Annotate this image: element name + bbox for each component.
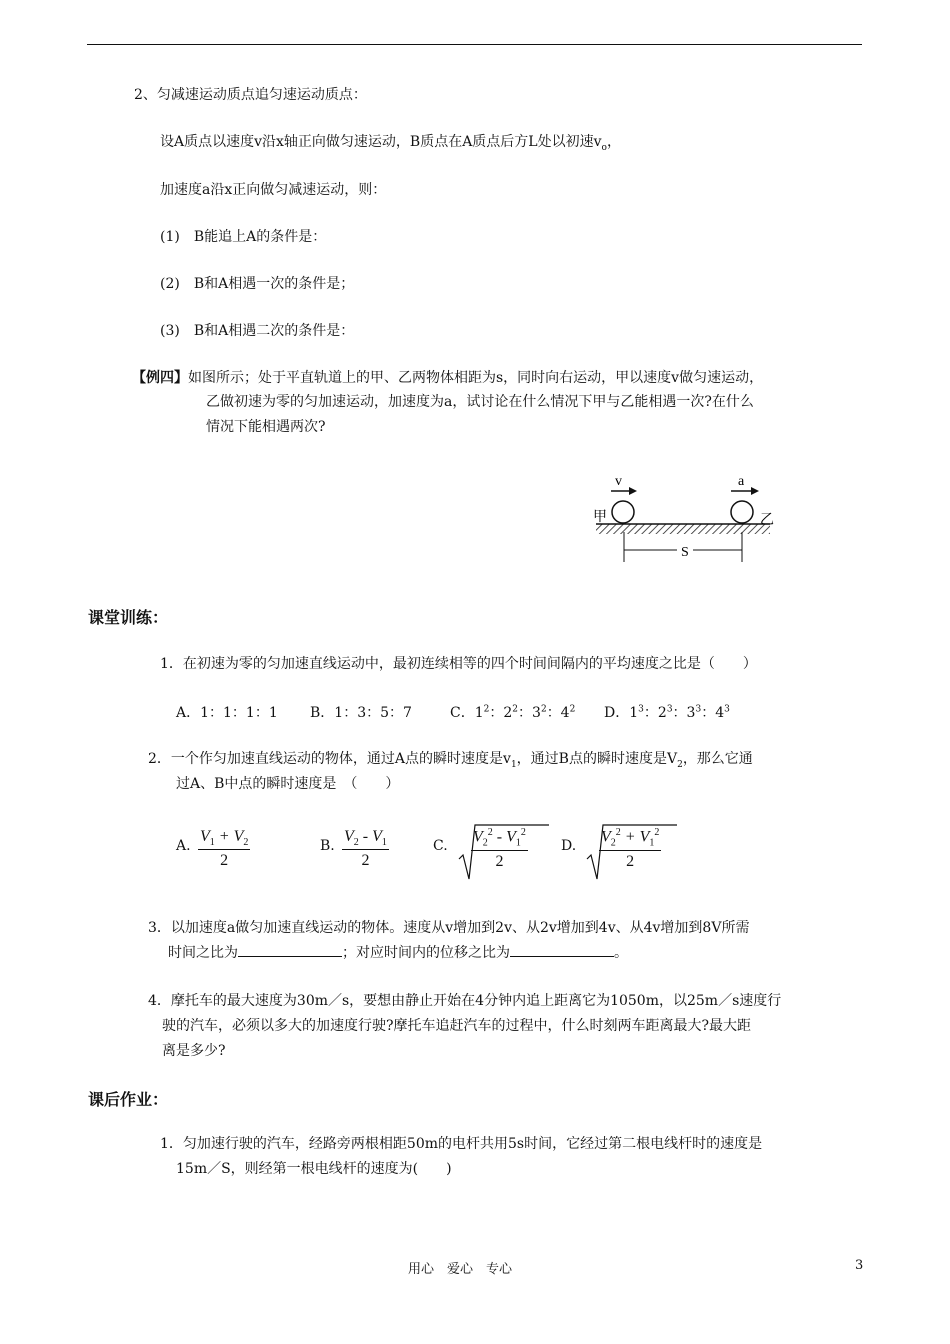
section2-q1: (1) B能追上A的条件是： — [160, 229, 327, 245]
example4-line3: 情况下能相遇两次? — [206, 419, 326, 435]
classroom-q4-line3: 离是多少? — [162, 1043, 226, 1059]
label-jia: 甲 — [593, 509, 607, 525]
classroom-heading: 课堂训练： — [88, 608, 169, 627]
classroom-q1-text: 1．在初速为零的匀加速直线运动中，最初连续相等的四个时间间隔内的平均速度之比是（ ） — [160, 656, 757, 672]
classroom-q2-line1: 2．一个作匀加速直线运动的物体，通过A点的瞬时速度是$v_1$，通过B点的瞬时速度是$V_2$，那么它通 — [148, 751, 753, 770]
label-s: S — [681, 545, 689, 560]
answer-blank-time[interactable] — [238, 942, 342, 957]
classroom-q3-line2: 时间之比为 ；对应时间内的位移之比为 。 — [168, 942, 628, 962]
label-v: v — [615, 474, 622, 489]
example4-figure — [585, 470, 785, 565]
classroom-q2-optB-formula: $\frac{V_2 - V_1}{2}$ — [344, 828, 387, 870]
body-yi — [731, 501, 753, 523]
example4-tag: 【例四】 — [132, 370, 188, 386]
classroom-q1-optA: A．1：1：1：1 — [176, 705, 278, 721]
classroom-q1-optD: D．$1^3$：$2^3$：$3^3$：$4^3$ — [604, 704, 730, 721]
page-number: 3 — [855, 1258, 864, 1273]
homework-q1-line1: 1．匀加速行驶的汽车，经路旁两根相距50m的电杆共用5s时间，它经过第二根电线杆时的速度是 — [160, 1136, 763, 1152]
classroom-q1-optC: C．$1^2$：$2^2$：$3^2$：$4^2$ — [450, 704, 576, 721]
arrow-a-head — [751, 487, 759, 495]
classroom-q1-optB: B．1：3：5：7 — [310, 705, 412, 721]
classroom-q2-optA-formula: $\frac{V_1 + V_2}{2}$ — [200, 828, 249, 870]
classroom-q2-optA-label: A. — [176, 838, 191, 854]
section2-line2: 加速度a沿x正向做匀减速运动，则： — [160, 182, 387, 198]
classroom-q3-line1: 3．以加速度a做匀加速直线运动的物体。速度从v增加到2v、从2v增加到4v、从4v增加到8V所需 — [148, 920, 750, 936]
homework-heading: 课后作业： — [88, 1090, 169, 1109]
classroom-q2-optC-label: C. — [433, 838, 448, 854]
arrow-v-head — [629, 487, 637, 495]
footer-motto: 用心 爱心 专心 — [408, 1262, 513, 1277]
classroom-q2-line2: 过A、B中点的瞬时速度是 （ ） — [176, 776, 400, 792]
section2-q3: (3) B和A相遇二次的条件是： — [160, 323, 355, 339]
example4-line2: 乙做初速为零的匀加速运动，加速度为a，试讨论在什么情况下甲与乙能相遇一次?在什么 — [206, 394, 754, 410]
classroom-q2-optD-formula: $\frac{V_2^2 + V_1^2}{2}$ — [585, 823, 681, 881]
classroom-q2-optC-formula: $\frac{V_2^2 - V_1^2}{2}$ — [457, 823, 553, 881]
header-rule — [87, 44, 862, 45]
section2-line1: 设A质点以速度v沿x轴正向做匀速运动，B质点在A质点后方L处以初速$v_o$， — [160, 134, 621, 153]
track-hatch — [596, 524, 770, 534]
answer-blank-displacement[interactable] — [510, 942, 614, 957]
example4-line1: 【例四】如图所示；处于平直轨道上的甲、乙两物体相距为s，同时向右运动，甲以速度v做匀速运动， — [132, 370, 764, 386]
label-yi: 乙 — [760, 512, 774, 528]
body-jia — [612, 501, 634, 523]
section2-title: 2、匀减速运动质点追匀速运动质点： — [134, 87, 367, 103]
classroom-q2-optD-label: D. — [561, 838, 577, 854]
classroom-q2-optB-label: B. — [320, 838, 335, 854]
homework-q1-line2: 15m／S，则经第一根电线杆的速度为( ) — [176, 1161, 452, 1177]
classroom-q4-line2: 驶的汽车，必须以多大的加速度行驶?摩托车追赶汽车的过程中，什么时刻两车距离最大?最大距 — [162, 1018, 752, 1034]
section2-q2: (2) B和A相遇一次的条件是； — [160, 276, 355, 292]
classroom-q4-line1: 4．摩托车的最大速度为30m／s，要想由静止开始在4分钟内追上距离它为1050m，以25m／s速度行 — [148, 993, 782, 1009]
label-a: a — [738, 474, 745, 489]
